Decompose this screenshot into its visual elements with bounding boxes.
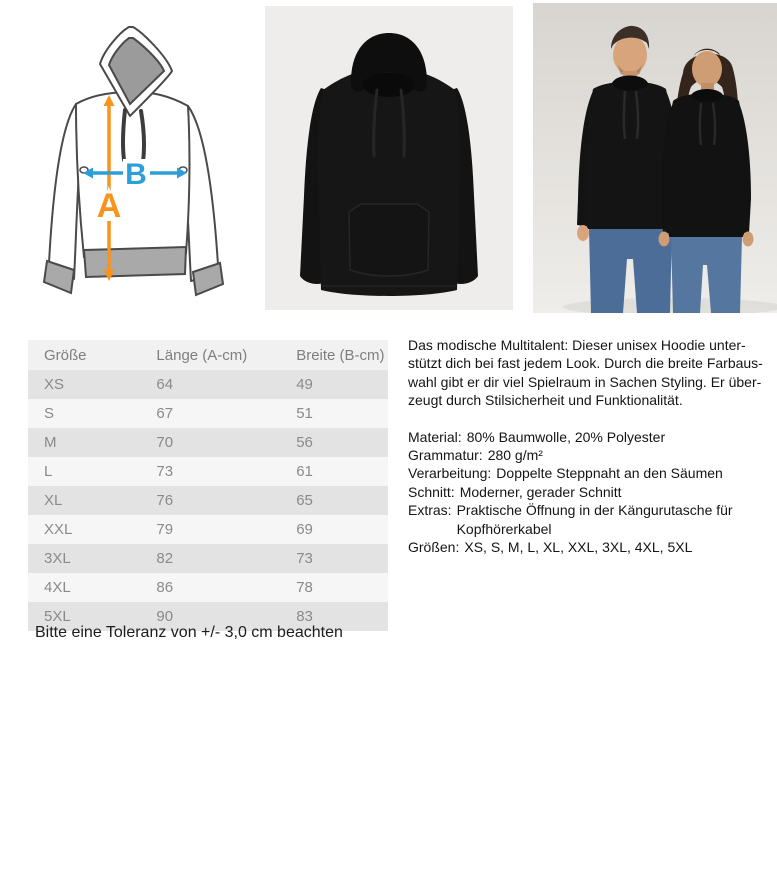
description-line: wahl gibt er dir viel Spielraum in Sachen Styling. Er über-: [408, 373, 762, 390]
column-header-width: Breite (B-cm): [295, 340, 388, 370]
width-cell: 49: [295, 370, 388, 399]
width-cell: 65: [295, 486, 388, 515]
size-cell: XXL: [28, 515, 155, 544]
spec-value: 280 g/m²: [487, 447, 543, 464]
spec-row-verarbeitung: [408, 464, 777, 482]
size-cell: XL: [28, 486, 155, 515]
hem-band: [84, 247, 186, 277]
table-row: [28, 486, 388, 515]
hoodie-outline-drawing: [20, 10, 250, 310]
size-cell: XS: [28, 370, 155, 399]
description-line: stützt dich bei fast jedem Look. Durch die breite Farbaus-: [408, 355, 763, 372]
column-header-size: Größe: [28, 340, 155, 370]
spec-row-extras: [408, 501, 777, 538]
spec-row-grammatur: [408, 446, 777, 464]
size-cell: 3XL: [28, 544, 155, 573]
black-hoodie-illustration: [265, 6, 513, 310]
table-row: [28, 457, 388, 486]
spec-row-schnitt: [408, 483, 777, 501]
size-cell: S: [28, 399, 155, 428]
length-cell: 90: [155, 602, 295, 631]
width-cell: 78: [295, 573, 388, 602]
spec-value: Praktische Öffnung in der Kängurutasche für Kopfhörerkabel: [456, 502, 733, 537]
description-intro: [408, 336, 777, 410]
width-cell: 73: [295, 544, 388, 573]
table-row: [28, 544, 388, 573]
length-cell: 64: [155, 370, 295, 399]
size-cell: M: [28, 428, 155, 457]
tolerance-note: Bitte eine Toleranz von +/- 3,0 cm beachten: [35, 624, 343, 641]
size-cell: 4XL: [28, 573, 155, 602]
width-cell: 56: [295, 428, 388, 457]
column-header-length: Länge (A-cm): [155, 340, 295, 370]
product-description: [408, 336, 777, 556]
spec-label: Verarbeitung:: [408, 465, 492, 482]
spec-label: Grammatur:: [408, 447, 483, 464]
width-cell: 51: [295, 399, 388, 428]
spec-list: [408, 428, 777, 557]
spec-value: 80% Baumwolle, 20% Polyester: [466, 428, 666, 445]
measure-label-a: A: [96, 187, 122, 225]
table-row: [28, 515, 388, 544]
size-cell: L: [28, 457, 155, 486]
width-cell: 61: [295, 457, 388, 486]
spec-label: Material:: [408, 428, 462, 445]
length-cell: 67: [155, 399, 295, 428]
width-cell: 83: [295, 602, 388, 631]
width-cell: 69: [295, 515, 388, 544]
spec-label: Extras:: [408, 502, 452, 519]
table-header-row: [28, 340, 388, 370]
length-cell: 73: [155, 457, 295, 486]
couple-illustration: [533, 3, 777, 313]
neck-opening: [363, 73, 415, 97]
spec-label: Größen:: [408, 539, 460, 556]
size-diagram-image: [20, 10, 250, 310]
spec-row-material: [408, 428, 777, 446]
length-cell: 82: [155, 544, 295, 573]
spec-value: XS, S, M, L, XL, XXL, 3XL, 4XL, 5XL: [464, 539, 693, 556]
length-cell: 76: [155, 486, 295, 515]
drawstring-left: [123, 110, 125, 160]
size-table: [28, 340, 388, 631]
length-cell: 70: [155, 428, 295, 457]
kangaroo-pocket: [349, 204, 429, 276]
measure-label-b: B: [125, 158, 147, 191]
length-cell: 86: [155, 573, 295, 602]
table-row: [28, 370, 388, 399]
size-cell: 5XL: [28, 602, 155, 631]
models-photo: [533, 3, 777, 313]
description-line: zeugt durch Stilsicherheit und Funktionalität.: [408, 392, 683, 409]
table-row: [28, 399, 388, 428]
spec-value: Moderner, gerader Schnitt: [459, 483, 622, 500]
description-line: Das modische Multitalent: Dieser unisex Hoodie unter-: [408, 337, 746, 353]
spec-row-groessen: [408, 538, 777, 556]
spec-value: Doppelte Steppnaht an den Säumen: [496, 465, 723, 482]
product-photo: [265, 6, 513, 310]
length-cell: 79: [155, 515, 295, 544]
table-row: [28, 428, 388, 457]
table-row: [28, 573, 388, 602]
spec-label: Schnitt:: [408, 483, 455, 500]
